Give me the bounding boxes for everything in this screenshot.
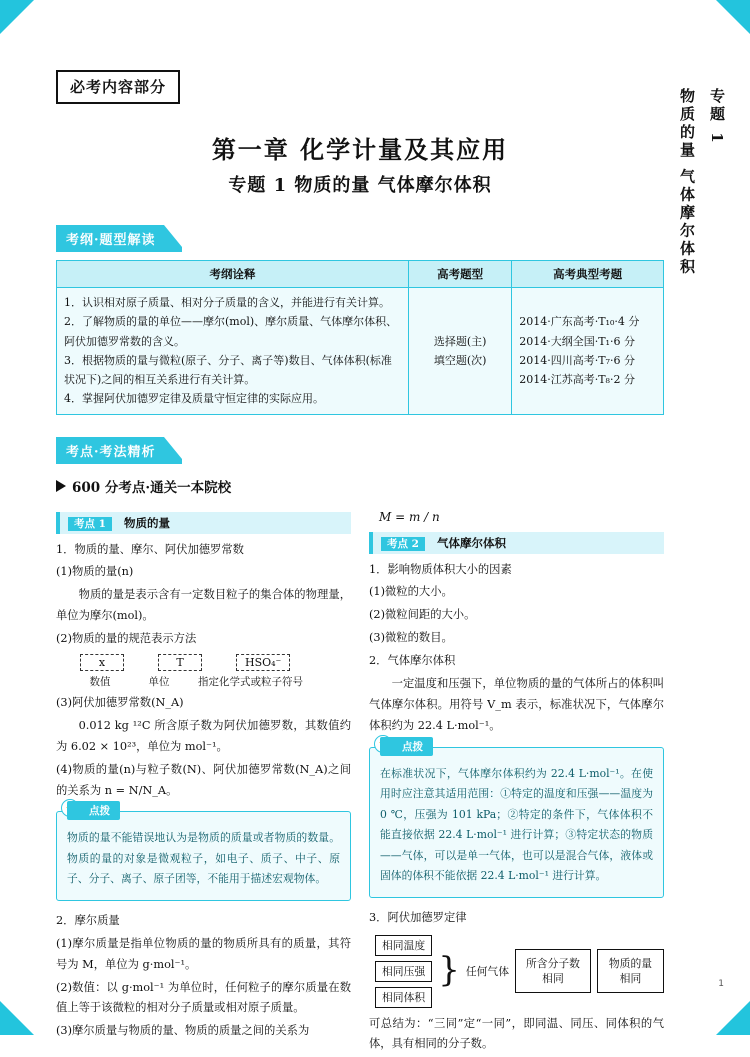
tip-label-left: 点拨 bbox=[67, 801, 120, 820]
left-para: (1)摩尔质量是指单位物质的量的物质所具有的质量，其符号为 M，单位为 g·mol⁻¹。 bbox=[56, 934, 351, 976]
side-tab-line-2: 物质的量 气体摩尔体积 bbox=[678, 88, 696, 276]
corner-decoration-bottom-right bbox=[716, 1001, 750, 1035]
notation-label-value: 数值 bbox=[80, 674, 120, 689]
right-para: (1)微粒的大小。 bbox=[369, 582, 664, 603]
table-row bbox=[57, 288, 664, 415]
left-para: (2)物质的量的规范表示方法 bbox=[56, 629, 351, 650]
notation-label-species: 指定化学式或粒子符号 bbox=[198, 674, 303, 689]
flow-condition-temperature: 相同温度 bbox=[375, 935, 432, 956]
corner-decoration-top-right bbox=[716, 0, 750, 34]
kaodian-2-bar bbox=[369, 532, 664, 554]
flow-result-amount: 物质的量相同 bbox=[597, 949, 664, 993]
right-para: 1．影响物质体积大小的因素 bbox=[369, 560, 664, 581]
notation-box-value: x bbox=[80, 654, 124, 671]
formula-molar-mass bbox=[379, 510, 664, 524]
question-type: 填空题(次) bbox=[416, 351, 504, 370]
kaodian-1-tag: 考点 1 bbox=[68, 517, 112, 531]
right-column bbox=[369, 504, 664, 1057]
notation-diagram bbox=[80, 654, 351, 689]
side-tab-text bbox=[672, 88, 732, 276]
tip-text-right: 在标准状况下，气体摩尔体积约为 22.4 L·mol⁻¹。在使用时应注意其适用范围：①特定的温度和压强——温度为 0 ℃，压强为 101 kPa；②特定的条件下，气体体积不能直接依据 22.4 L·mol⁻¹ 进行计算；③特定状态的物质——气体，可以是单一气体，也可以是混合气体，液体或固体的体积不能依据 22.4 L·mol⁻¹ 进行计算。 bbox=[380, 764, 653, 887]
tip-box-left bbox=[56, 811, 351, 901]
method-section-heading: 考点·考法精析 bbox=[56, 437, 182, 464]
main-heading-text: 600 分考点·通关一本院校 bbox=[72, 476, 231, 496]
tip-box-right bbox=[369, 747, 664, 898]
flow-mid-label: 任何气体 bbox=[466, 964, 509, 979]
page-number: 1 bbox=[718, 979, 724, 989]
table-header-exams: 高考典型考题 bbox=[512, 261, 664, 288]
syllabus-item: 4．掌握阿伏加德罗定律及质量守恒定律的实际应用。 bbox=[64, 389, 401, 408]
avogadro-flow-diagram bbox=[375, 935, 664, 1008]
question-type: 选择题(主) bbox=[416, 332, 504, 351]
chapter-title: 第一章 化学计量及其应用 bbox=[56, 130, 664, 165]
exams-cell bbox=[512, 288, 664, 415]
left-para: 0.012 kg ¹²C 所含原子数为阿伏加德罗数，其数值约为 6.02 × 10²³，单位为 mol⁻¹。 bbox=[56, 716, 351, 758]
section-badge: 必考内容部分 bbox=[56, 70, 180, 104]
tip-text-left: 物质的量不能错误地认为是物质的质量或者物质的数量。物质的量的对象是微观粒子，如电子、质子、中子、原子、分子、离子、原子团等，不能用于描述宏观物体。 bbox=[67, 828, 340, 890]
left-column bbox=[56, 504, 351, 1057]
right-para: (3)微粒的数目。 bbox=[369, 628, 664, 649]
corner-decoration-bottom-left bbox=[0, 1001, 34, 1035]
topic-title: 专题 1 物质的量 气体摩尔体积 bbox=[56, 171, 664, 197]
kaodian-1-bar bbox=[56, 512, 351, 534]
two-column-body bbox=[56, 504, 664, 1057]
kaodian-1-title: 物质的量 bbox=[124, 516, 170, 530]
notation-box-species: HSO₄⁻ bbox=[236, 654, 290, 671]
avogadro-conclusion: 可总结为：“三同”定“一同”，即同温、同压、同体积的气体，具有相同的分子数。 bbox=[369, 1014, 664, 1056]
right-para: 2．气体摩尔体积 bbox=[369, 651, 664, 672]
corner-decoration-top-left bbox=[0, 0, 34, 34]
formula-text: M = m / n bbox=[379, 510, 440, 524]
left-para: (4)物质的量(n)与粒子数(N)、阿伏加德罗常数(N_A)之间的关系为 n = N/N_A。 bbox=[56, 760, 351, 802]
avogadro-law-title: 3．阿伏加德罗定律 bbox=[369, 908, 664, 929]
kaodian-2-title: 气体摩尔体积 bbox=[437, 536, 506, 550]
notation-label-unit: 单位 bbox=[136, 674, 182, 689]
flow-condition-volume: 相同体积 bbox=[375, 987, 432, 1008]
left-para: 物质的量是表示含有一定数目粒子的集合体的物理量，单位为摩尔(mol)。 bbox=[56, 585, 351, 627]
table-header-row bbox=[57, 261, 664, 288]
left-para: (1)物质的量(n) bbox=[56, 562, 351, 583]
tip-label-right: 点拨 bbox=[380, 737, 433, 756]
side-tab-line-1: 专题 1 bbox=[708, 88, 726, 146]
brace-icon: } bbox=[438, 957, 460, 984]
notation-boxes-row bbox=[80, 654, 351, 671]
exam-entry: 2014·四川高考·T₇·6 分 bbox=[519, 351, 656, 370]
syllabus-section-heading: 考纲·题型解读 bbox=[56, 225, 182, 252]
side-tab bbox=[676, 88, 728, 418]
syllabus-table bbox=[56, 260, 664, 415]
kaodian-2-tag: 考点 2 bbox=[381, 537, 425, 551]
table-header-question-type: 高考题型 bbox=[409, 261, 512, 288]
table-header-items: 考纲诠释 bbox=[57, 261, 409, 288]
flow-condition-pressure: 相同压强 bbox=[375, 961, 432, 982]
notation-box-unit: T bbox=[158, 654, 202, 671]
syllabus-items-cell bbox=[57, 288, 409, 415]
document-content bbox=[56, 70, 664, 1057]
flow-conditions bbox=[375, 935, 432, 1008]
exam-entry: 2014·江苏高考·T₈·2 分 bbox=[519, 370, 656, 389]
left-para: (2)数值：以 g·mol⁻¹ 为单位时，任何粒子的摩尔质量在数值上等于该微粒的相对分子质量或相对原子质量。 bbox=[56, 978, 351, 1020]
right-para: 一定温度和压强下，单位物质的量的气体所占的体积叫气体摩尔体积。用符号 V_m 表示，标准状况下，气体摩尔体积约为 22.4 L·mol⁻¹。 bbox=[369, 674, 664, 737]
syllabus-item: 2．了解物质的量的单位——摩尔(mol)、摩尔质量、气体摩尔体积、阿伏加德罗常数的含义。 bbox=[64, 312, 401, 351]
syllabus-item: 1．认识相对原子质量、相对分子质量的含义，并能进行有关计算。 bbox=[64, 293, 401, 312]
left-para: 2．摩尔质量 bbox=[56, 911, 351, 932]
left-para: 1．物质的量、摩尔、阿伏加德罗常数 bbox=[56, 540, 351, 561]
exam-entry: 2014·广东高考·T₁₀·4 分 bbox=[519, 312, 656, 331]
notation-labels-row bbox=[80, 674, 351, 689]
exam-entry: 2014·大纲全国·T₁·6 分 bbox=[519, 332, 656, 351]
question-type-cell bbox=[409, 288, 512, 415]
flow-result-molecules: 所含分子数相同 bbox=[515, 949, 591, 993]
right-para: (2)微粒间距的大小。 bbox=[369, 605, 664, 626]
left-para: (3)阿伏加德罗常数(N_A) bbox=[56, 693, 351, 714]
triangle-bullet-icon bbox=[56, 480, 66, 492]
syllabus-item: 3．根据物质的量与微粒(原子、分子、离子等)数目、气体体积(标准状况下)之间的相互关系进行有关计算。 bbox=[64, 351, 401, 390]
main-heading bbox=[56, 476, 664, 496]
left-para: (3)摩尔质量与物质的量、物质的质量之间的关系为 bbox=[56, 1021, 351, 1042]
